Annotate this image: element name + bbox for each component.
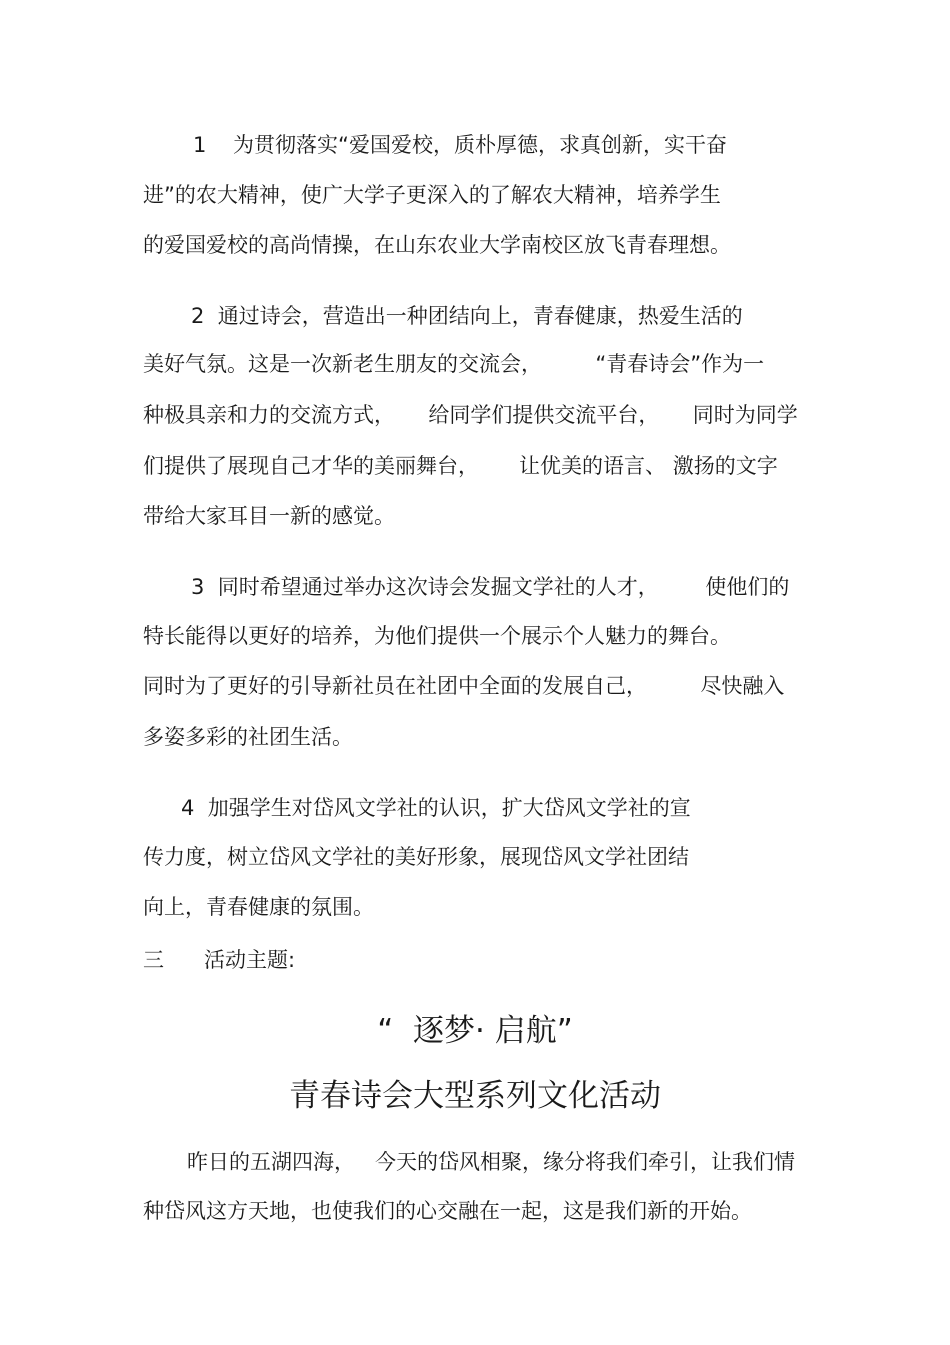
paragraph-4-line-3: 向上，青春健康的氛围。 xyxy=(143,895,374,919)
paragraph-2-line-1: 2 通过诗会，营造出一种团结向上，青春健康，热爱生活的 xyxy=(191,304,743,328)
paragraph-1-line-1: 1 为贯彻落实“爱国爱校，质朴厚德，求真创新，实干奋 xyxy=(193,133,727,157)
paragraph-4-line-2: 传力度，树立岱风文学社的美好形象，展现岱风文学社团结 xyxy=(143,845,689,869)
paragraph-2-line-5: 带给大家耳目一新的感觉。 xyxy=(143,504,395,528)
paragraph-1-line-3: 的爱国爱校的高尚情操，在山东农业大学南校区放飞青春理想。 xyxy=(143,233,731,257)
paragraph-3-line-2: 特长能得以更好的培养，为他们提供一个展示个人魅力的舞台。 xyxy=(143,624,731,648)
closing-line-2: 种岱风这方天地，也使我们的心交融在一起，这是我们新的开始。 xyxy=(143,1199,752,1223)
paragraph-3-line-3: 同时为了更好的引导新社员在社团中全面的发展自己， 尽快融入 xyxy=(143,674,785,698)
activity-title: 青春诗会大型系列文化活动 xyxy=(289,1078,661,1114)
section-heading: 三 活动主题: xyxy=(143,948,296,972)
paragraph-2-line-3: 种极具亲和力的交流方式， 给同学们提供交流平台， 同时为同学 xyxy=(143,403,798,427)
paragraph-3-line-1: 3 同时希望通过举办这次诗会发掘文学社的人才， 使他们的 xyxy=(191,575,790,599)
paragraph-4-line-1: 4 加强学生对岱风文学社的认识，扩大岱风文学社的宣 xyxy=(181,796,691,820)
activity-slogan: “ 逐梦· 启航” xyxy=(377,1013,573,1049)
paragraph-3-line-4: 多姿多彩的社团生活。 xyxy=(143,725,353,749)
paragraph-1-line-2: 进”的农大精神，使广大学子更深入的了解农大精神，培养学生 xyxy=(143,183,721,207)
paragraph-2-line-2: 美好气氛。这是一次新老生朋友的交流会， “青春诗会”作为一 xyxy=(143,352,765,376)
closing-line-1: 昨日的五湖四海， 今天的岱风相聚，缘分将我们牵引，让我们情 xyxy=(187,1150,796,1174)
paragraph-2-line-4: 们提供了展现自己才华的美丽舞台， 让优美的语言、 激扬的文字 xyxy=(143,454,778,478)
